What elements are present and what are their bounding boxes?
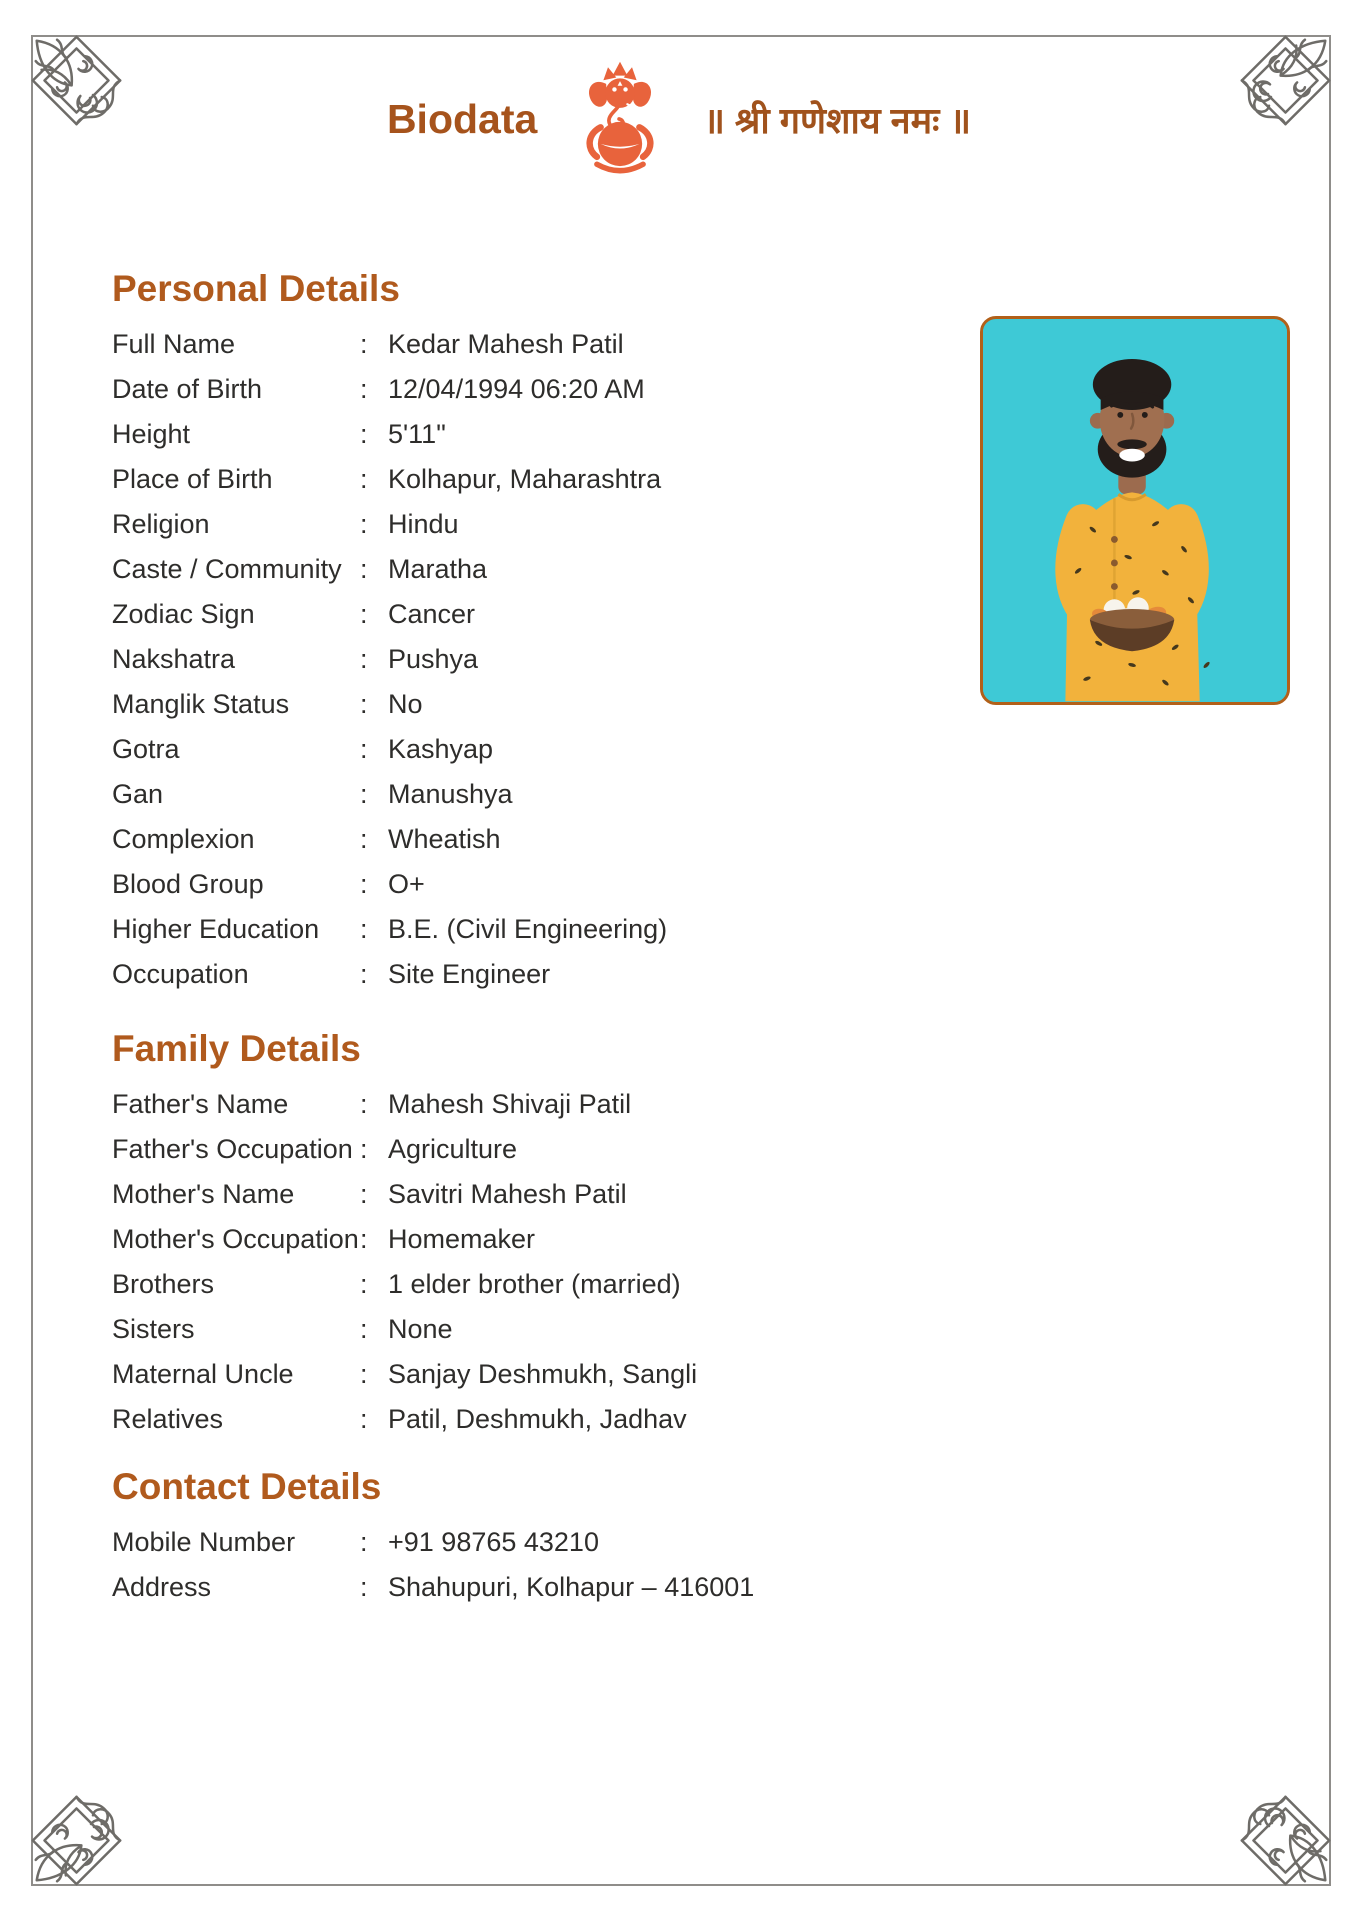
detail-row [112, 907, 1278, 952]
row-value: Manushya [388, 779, 513, 809]
row-value: Agriculture [388, 1134, 518, 1164]
detail-row [112, 1172, 1278, 1217]
row-value: Cancer [388, 599, 476, 629]
detail-row [112, 367, 1278, 412]
detail-row [112, 1082, 1278, 1127]
row-colon: : [360, 959, 368, 989]
row-label: Mother's Occupation [112, 1224, 359, 1254]
row-value: Mahesh Shivaji Patil [388, 1089, 632, 1119]
row-label: Religion [112, 509, 210, 539]
row-colon: : [360, 1572, 368, 1602]
row-label: Maternal Uncle [112, 1359, 294, 1389]
row-value: Kedar Mahesh Patil [388, 329, 624, 359]
row-colon: : [360, 1404, 368, 1434]
row-value: +91 98765 43210 [388, 1527, 599, 1557]
row-colon: : [360, 419, 368, 449]
row-label: Father's Name [112, 1089, 289, 1119]
row-colon: : [360, 1527, 368, 1557]
personal-details-heading: Personal Details [112, 268, 400, 309]
row-colon: : [360, 1359, 368, 1389]
row-value: Hindu [388, 509, 459, 539]
detail-row [112, 952, 1278, 997]
row-label: Date of Birth [112, 374, 263, 404]
detail-row [112, 1307, 1278, 1352]
row-colon: : [360, 1134, 368, 1164]
detail-row [112, 727, 1278, 772]
row-colon: : [360, 599, 368, 629]
row-label: Nakshatra [112, 644, 236, 674]
ganesha-icon [577, 59, 663, 179]
row-colon: : [360, 1089, 368, 1119]
row-value: Kolhapur, Maharashtra [388, 464, 662, 494]
section-personal-details [112, 266, 1278, 997]
contact-details-heading: Contact Details [112, 1466, 382, 1507]
row-value: Pushya [388, 644, 479, 674]
detail-row [112, 1127, 1278, 1172]
document-title: Biodata [386, 95, 538, 142]
row-label: Address [112, 1572, 212, 1602]
row-value: O+ [388, 869, 425, 899]
detail-row [112, 592, 1278, 637]
row-label: Height [112, 419, 191, 449]
row-value: Shahupuri, Kolhapur – 416001 [388, 1572, 755, 1602]
row-label: Manglik Status [112, 689, 290, 719]
row-label: Sisters [112, 1314, 195, 1344]
detail-row [112, 1352, 1278, 1397]
detail-row [112, 682, 1278, 727]
row-label: Gotra [112, 734, 180, 764]
row-colon: : [360, 554, 368, 584]
row-value: None [388, 1314, 453, 1344]
row-colon: : [360, 734, 368, 764]
row-value: No [388, 689, 423, 719]
detail-row [112, 502, 1278, 547]
row-value: Savitri Mahesh Patil [388, 1179, 627, 1209]
detail-row [112, 547, 1278, 592]
family-details-rows [112, 1082, 1278, 1442]
section-contact-details [112, 1464, 1278, 1610]
contact-details-rows [112, 1520, 1278, 1610]
row-label: Brothers [112, 1269, 215, 1299]
detail-row [112, 1520, 1278, 1565]
detail-row [112, 1397, 1278, 1442]
row-colon: : [360, 1314, 368, 1344]
document-header [0, 58, 1358, 180]
row-colon: : [360, 374, 368, 404]
row-colon: : [360, 1269, 368, 1299]
row-colon: : [360, 1224, 368, 1254]
row-value: 12/04/1994 06:20 AM [388, 374, 645, 404]
row-label: Gan [112, 779, 164, 809]
row-value: Kashyap [388, 734, 494, 764]
row-colon: : [360, 464, 368, 494]
row-label: Zodiac Sign [112, 599, 255, 629]
row-value: Patil, Deshmukh, Jadhav [388, 1404, 687, 1434]
row-label: Complexion [112, 824, 255, 854]
row-label: Higher Education [112, 914, 320, 944]
detail-row [112, 817, 1278, 862]
detail-row [112, 862, 1278, 907]
section-family-details [112, 1026, 1278, 1442]
row-value: Sanjay Deshmukh, Sangli [388, 1359, 698, 1389]
corner-ornament-icon [1237, 1792, 1334, 1889]
row-value: B.E. (Civil Engineering) [388, 914, 668, 944]
row-colon: : [360, 779, 368, 809]
row-label: Mother's Name [112, 1179, 295, 1209]
row-value: Homemaker [388, 1224, 536, 1254]
row-colon: : [360, 509, 368, 539]
row-label: Father's Occupation [112, 1134, 353, 1164]
row-colon: : [360, 644, 368, 674]
row-value: Wheatish [388, 824, 501, 854]
detail-row [112, 772, 1278, 817]
corner-ornament-icon [28, 1792, 125, 1889]
row-value: 1 elder brother (married) [388, 1269, 681, 1299]
row-label: Full Name [112, 329, 236, 359]
detail-row [112, 412, 1278, 457]
row-colon: : [360, 869, 368, 899]
row-value: Site Engineer [388, 959, 551, 989]
row-colon: : [360, 1179, 368, 1209]
row-label: Occupation [112, 959, 249, 989]
detail-row [112, 457, 1278, 502]
family-details-heading: Family Details [112, 1028, 361, 1069]
row-value: 5'11" [388, 419, 446, 449]
row-colon: : [360, 824, 368, 854]
row-value: Maratha [388, 554, 488, 584]
row-colon: : [360, 329, 368, 359]
row-label: Relatives [112, 1404, 224, 1434]
row-label: Place of Birth [112, 464, 273, 494]
personal-details-rows [112, 322, 1278, 997]
detail-row [112, 1565, 1278, 1610]
row-label: Blood Group [112, 869, 264, 899]
mantra-text: ॥ श्री गणेशाय नमः ॥ [703, 99, 972, 141]
row-label: Mobile Number [112, 1527, 296, 1557]
row-colon: : [360, 689, 368, 719]
detail-row [112, 637, 1278, 682]
row-label: Caste / Community [112, 554, 342, 584]
detail-row [112, 322, 1278, 367]
row-colon: : [360, 914, 368, 944]
detail-row [112, 1217, 1278, 1262]
detail-row [112, 1262, 1278, 1307]
